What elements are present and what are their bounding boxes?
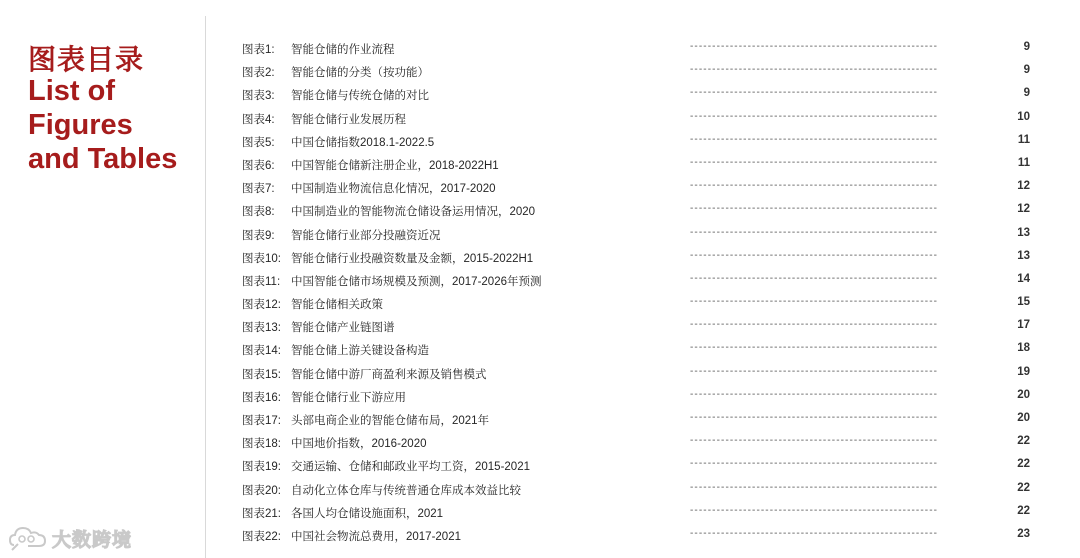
- page-number: 22: [1017, 504, 1030, 517]
- figure-title: 智能仓储与传统仓储的对比: [291, 90, 429, 103]
- figure-title: 智能仓储的分类（按功能）: [291, 67, 429, 80]
- toc-entry[interactable]: [242, 176, 1042, 199]
- toc-entry[interactable]: [242, 362, 1042, 385]
- page-number: 23: [1017, 527, 1030, 540]
- toc-entry[interactable]: [242, 478, 1042, 501]
- page-title-cn: 图表目录: [28, 43, 145, 76]
- dot-leader: --------------------------------------------------------: [690, 226, 939, 238]
- toc-entry[interactable]: [242, 107, 1042, 130]
- page-number: 15: [1017, 296, 1030, 309]
- page-number: 20: [1017, 388, 1030, 401]
- dot-leader: --------------------------------------------------------: [690, 156, 939, 168]
- figure-title: 智能仓储行业投融资数量及金额，2015-2022H1: [291, 252, 534, 265]
- figure-title: 自动化立体仓库与传统普通仓库成本效益比较: [291, 484, 521, 497]
- figure-label: 图表10:: [242, 252, 281, 265]
- heading-panel: [0, 0, 205, 558]
- dot-leader: --------------------------------------------------------: [690, 203, 939, 215]
- figure-title: 智能仓储相关政策: [291, 299, 383, 312]
- figure-title: 智能仓储上游关键设备构造: [291, 345, 429, 358]
- toc-entry[interactable]: [242, 246, 1042, 269]
- table-of-figures: [242, 37, 1042, 547]
- page-title-en-line: List of: [28, 75, 115, 107]
- figure-title: 中国地价指数，2016-2020: [291, 438, 427, 451]
- figure-label: 图表11:: [242, 275, 281, 288]
- toc-entry[interactable]: [242, 338, 1042, 361]
- page-number: 12: [1017, 180, 1030, 193]
- figure-title: 交通运输、仓储和邮政业平均工资，2015-2021: [291, 461, 530, 474]
- figure-label: 图表12:: [242, 299, 281, 312]
- vertical-divider: [205, 16, 206, 558]
- figure-label: 图表8:: [242, 206, 275, 219]
- figure-label: 图表13:: [242, 322, 281, 335]
- page-number: 17: [1017, 319, 1030, 332]
- figure-label: 图表7:: [242, 183, 275, 196]
- toc-entry[interactable]: [242, 315, 1042, 338]
- page-title-en-line: and Tables: [28, 143, 178, 175]
- dot-leader: --------------------------------------------------------: [690, 504, 939, 516]
- figure-title: 智能仓储行业部分投融资近况: [291, 229, 441, 242]
- figure-title: 中国社会物流总费用，2017-2021: [291, 530, 461, 543]
- figure-title: 头部电商企业的智能仓储布局，2021年: [291, 415, 490, 427]
- toc-entry[interactable]: [242, 385, 1042, 408]
- dot-leader: --------------------------------------------------------: [690, 342, 939, 354]
- figure-label: 图表2:: [242, 67, 275, 80]
- page-number: 10: [1017, 110, 1030, 123]
- toc-entry[interactable]: [242, 292, 1042, 315]
- dot-leader: --------------------------------------------------------: [690, 435, 939, 447]
- page-number: 11: [1017, 156, 1030, 169]
- toc-entry[interactable]: [242, 199, 1042, 222]
- figure-label: 图表22:: [242, 530, 281, 543]
- page-title-en-line: Figures: [28, 109, 133, 141]
- page-number: 22: [1017, 435, 1030, 448]
- watermark: [8, 520, 132, 556]
- dot-leader: --------------------------------------------------------: [690, 412, 939, 423]
- toc-entry[interactable]: [242, 454, 1042, 477]
- dot-leader: --------------------------------------------------------: [690, 87, 939, 99]
- figure-title: 中国仓储指数2018.1-2022.5: [291, 136, 435, 149]
- toc-entry[interactable]: [242, 83, 1042, 106]
- toc-entry[interactable]: [242, 223, 1042, 246]
- toc-entry[interactable]: [242, 408, 1042, 431]
- dot-leader: --------------------------------------------------------: [690, 527, 939, 539]
- toc-entry[interactable]: [242, 501, 1042, 524]
- page-number: 14: [1017, 272, 1030, 285]
- page-number: 9: [1023, 41, 1030, 53]
- figure-title: 智能仓储的作业流程: [291, 44, 395, 56]
- toc-entry[interactable]: [242, 431, 1042, 454]
- page-number: 20: [1017, 412, 1030, 424]
- figure-title: 智能仓储产业链图谱: [291, 322, 395, 335]
- dot-leader: --------------------------------------------------------: [690, 296, 939, 308]
- figure-title: 中国制造业物流信息化情况，2017-2020: [291, 183, 496, 196]
- figure-title: 各国人均仓储设施面积，2021: [291, 507, 444, 520]
- dot-leader: --------------------------------------------------------: [690, 365, 939, 377]
- figure-label: 图表9:: [242, 229, 275, 242]
- dot-leader: --------------------------------------------------------: [690, 110, 939, 122]
- cloud-logo-icon: [8, 523, 48, 553]
- toc-entry[interactable]: [242, 60, 1042, 83]
- figure-label: 图表4:: [242, 113, 275, 126]
- figure-title: 中国智能仓储市场规模及预测，2017-2026年预测: [291, 275, 542, 288]
- dot-leader: --------------------------------------------------------: [690, 481, 939, 493]
- dot-leader: --------------------------------------------------------: [690, 249, 939, 261]
- figure-label: 图表5:: [242, 136, 275, 149]
- figure-title: 中国智能仓储新注册企业，2018-2022H1: [291, 159, 499, 172]
- figure-label: 图表21:: [242, 507, 281, 520]
- toc-entry[interactable]: [242, 130, 1042, 153]
- page-number: 18: [1017, 342, 1030, 355]
- toc-entry[interactable]: [242, 153, 1042, 176]
- page-number: 22: [1017, 481, 1030, 494]
- page-number: 12: [1017, 203, 1030, 216]
- dot-leader: --------------------------------------------------------: [690, 41, 939, 52]
- dot-leader: --------------------------------------------------------: [690, 64, 939, 76]
- figure-title: 智能仓储行业下游应用: [291, 391, 406, 404]
- dot-leader: --------------------------------------------------------: [690, 133, 939, 145]
- toc-entry[interactable]: [242, 37, 1042, 60]
- dot-leader: --------------------------------------------------------: [690, 458, 939, 470]
- page-number: 9: [1023, 64, 1030, 77]
- figure-label: 图表15:: [242, 368, 281, 381]
- figure-label: 图表19:: [242, 461, 281, 474]
- page-number: 11: [1017, 133, 1030, 146]
- figure-title: 中国制造业的智能物流仓储设备运用情况，2020: [291, 206, 536, 219]
- dot-leader: --------------------------------------------------------: [690, 319, 939, 331]
- figure-label: 图表17:: [242, 415, 281, 427]
- figure-title: 智能仓储中游厂商盈利来源及销售模式: [291, 368, 487, 381]
- dot-leader: --------------------------------------------------------: [690, 388, 939, 400]
- toc-entry[interactable]: [242, 269, 1042, 292]
- figure-label: 图表1:: [242, 44, 275, 56]
- figure-label: 图表20:: [242, 484, 281, 497]
- figure-label: 图表14:: [242, 345, 281, 358]
- toc-entry[interactable]: [242, 524, 1042, 547]
- page-number: 22: [1017, 458, 1030, 471]
- watermark-text: 大数跨境: [52, 528, 133, 551]
- dot-leader: --------------------------------------------------------: [690, 272, 939, 284]
- page-title-en: [28, 74, 203, 176]
- figure-label: 图表18:: [242, 438, 281, 451]
- page-number: 13: [1017, 249, 1030, 262]
- page-number: 19: [1017, 365, 1030, 378]
- figure-label: 图表16:: [242, 391, 281, 404]
- figure-title: 智能仓储行业发展历程: [291, 113, 406, 126]
- figure-label: 图表3:: [242, 90, 275, 103]
- dot-leader: --------------------------------------------------------: [690, 180, 939, 192]
- page-number: 9: [1023, 87, 1030, 100]
- figure-label: 图表6:: [242, 159, 275, 172]
- page-number: 13: [1017, 226, 1030, 239]
